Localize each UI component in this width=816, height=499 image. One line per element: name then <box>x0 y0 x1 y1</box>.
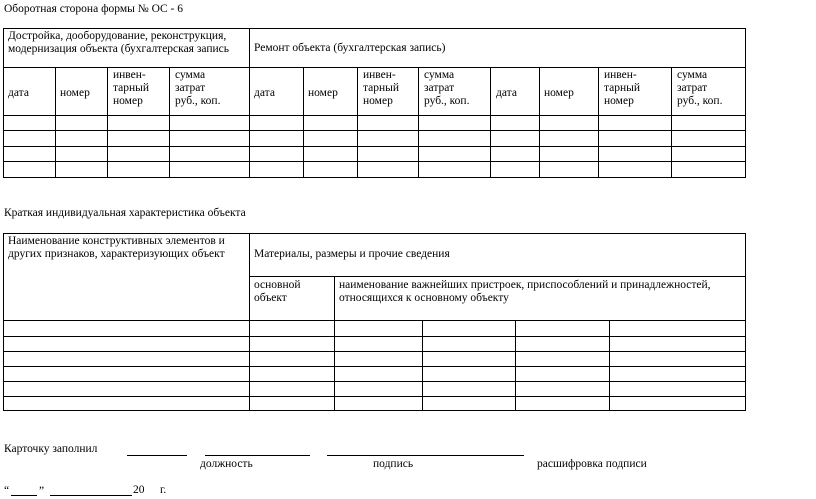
month-line <box>50 495 132 496</box>
elements-header: Наименование конструктивных элементов и других признаков, характеризующих объект <box>8 235 225 260</box>
attachments-header: наименование важнейших пристроек, приспособлений и принадлежностей, относящихся к основному объекту <box>339 279 711 304</box>
quote-close: ” <box>39 485 45 497</box>
position-caption: должность <box>200 458 253 470</box>
section-title-characteristics: Краткая индивидуальная характеристика объекта <box>4 207 246 219</box>
day-line <box>11 495 37 496</box>
year-prefix: 20 <box>133 484 145 496</box>
col-header-sum: сумма затрат руб., коп. <box>175 69 221 107</box>
year-suffix: г. <box>160 484 167 496</box>
col-header-date: дата <box>8 87 29 99</box>
decoding-line <box>327 455 524 456</box>
col-header-date: дата <box>496 87 517 99</box>
decoding-caption: расшифровка подписи <box>537 458 647 470</box>
signature-caption: подпись <box>373 458 414 470</box>
col-header-inventory: инвен- тарный номер <box>363 69 400 107</box>
col-header-inventory: инвен- тарный номер <box>604 69 641 107</box>
col-header-inventory: инвен- тарный номер <box>113 69 150 107</box>
col-header-sum: сумма затрат руб., коп. <box>677 69 723 107</box>
position-line <box>127 455 187 456</box>
group-header-repair: Ремонт объекта (бухгалтерская запись) <box>254 42 446 54</box>
main-object-header: основной объект <box>254 279 301 304</box>
page-title: Оборотная сторона формы № ОС - 6 <box>4 3 184 15</box>
col-header-number: номер <box>544 87 574 99</box>
col-header-number: номер <box>60 87 90 99</box>
col-header-sum: сумма затрат руб., коп. <box>424 69 470 107</box>
quote-open: “ <box>4 485 10 497</box>
col-header-number: номер <box>308 87 338 99</box>
col-header-date: дата <box>254 87 275 99</box>
signature-line <box>205 455 310 456</box>
materials-header: Материалы, размеры и прочие сведения <box>254 248 450 260</box>
group-header-modernization: Достройка, дооборудование, реконструкция, модернизация объекта (бухгалтерская запись <box>8 30 229 55</box>
filled-by-label: Карточку заполнил <box>4 443 98 455</box>
